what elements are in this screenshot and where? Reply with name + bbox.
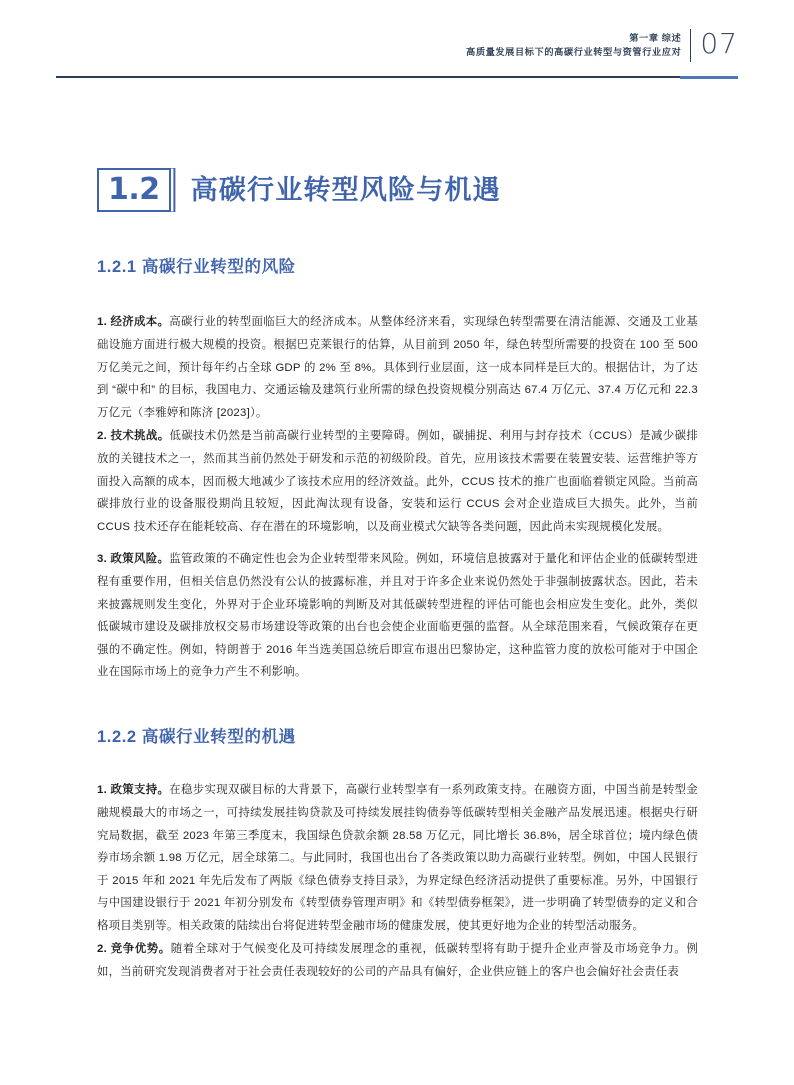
header-rule-accent <box>680 76 738 79</box>
header-chapter-label: 第一章 综述 <box>629 33 682 43</box>
section-title <box>97 168 738 212</box>
paragraph-body-competitive-advantage: 随着全球对于气候变化及可持续发展理念的重视，低碳转型将有助于提升企业声誉及市场竞争力。例如，当前研究发现消费者对于社会责任表现较好的公司的产品具有偏好，企业供应链上的客户也会偏好社会责任表 <box>97 943 698 978</box>
paragraph-label-competitive-advantage: 2. 竞争优势。 <box>97 943 171 956</box>
paragraph-policy-support <box>97 779 698 937</box>
running-header <box>0 28 794 80</box>
paragraph-policy-risk <box>97 548 698 684</box>
paragraph-body-technical-challenge: 低碳技术仍然是当前高碳行业转型的主要障碍。例如，碳捕捉、利用与封存技术（CCUS）是减少碳排放的关键技术之一，然而其当前仍然处于研发和示范的初级阶段。首先，应用该技术需要在装置安装、运营维护等方面投入高额的成本，因而极大地减少了该技术应用的经济效益。此外，CCUS 技术的推广也面临着锁定风险。当前高碳排放行业的设备服役期尚且较短，因此淘汰现有设备，安装和运行 CCUS 会对企业造成巨大损失。此外，当前 CCUS 技术还存在能耗较高、存在潜在的环境影响，以及商业模式欠缺等各类问题，因此尚未实现规模化发展。 <box>97 430 699 533</box>
header-horizontal-rule <box>56 76 738 78</box>
paragraph-label-economic-cost: 1. 经济成本。 <box>97 316 170 329</box>
section-number: 1.2 <box>108 171 160 207</box>
paragraph-body-policy-risk: 监管政策的不确定性也会为企业转型带来风险。例如，环境信息披露对于量化和评估企业的低碳转型进程有重要作用，但相关信息仍然没有公认的披露标准，并且对于许多企业来说仍然处于非强制披露状态。因此，若未来披露规则发生变化，外界对于企业环境影响的判断及对其低碳转型进程的评估可能也会相应发生变化。此外，类似低碳城市建设及碳排放权交易市场建设等政策的出台也会使企业面临更强的监督。从全球范围来看，气候政策存在更强的不确定性。例如，特朗普于 2016 年当选美国总统后即宣布退出巴黎协定，这种监管力度的放松可能对于中国企业在国际市场上的竞争力产生不利影响。 <box>97 553 698 679</box>
paragraph-body-economic-cost: 高碳行业的转型面临巨大的经济成本。从整体经济来看，实现绿色转型需要在清洁能源、交通及工业基础设施方面进行极大规模的投资。根据巴克莱银行的估算，从目前到 2050 年，绿色转型所需要的投资在 100 至 500 万亿美元之间，预计每年约占全球 GDP 的 2% 至 8%。具体到行业层面，这一成本同样是巨大的。根据估计，为了达到 “碳中和” 的目标，我国电力、交通运输及建筑行业所需的绿色投资规模分别高达 67.4 万亿元、37.4 万亿元和 22.3 万亿元（李雅婷和陈济 [2023]）。 <box>97 316 698 419</box>
paragraph-technical-challenge <box>97 425 698 538</box>
header-subtitle-label: 高质量发展目标下的高碳行业转型与资管行业应对 <box>466 47 682 57</box>
section-number-box <box>97 168 171 212</box>
paragraph-label-technical-challenge: 2. 技术挑战。 <box>97 430 170 443</box>
paragraph-body-policy-support: 在稳步实现双碳目标的大背景下，高碳行业转型享有一系列政策支持。在融资方面，中国当前是转型金融规模最大的市场之一，可持续发展挂钩贷款及可持续发展挂钩债券等低碳转型相关金融产品发展迅速。根据央行研究局数据，截至 2023 年第三季度末，我国绿色贷款余额 28.58 万亿元，同比增长 36.8%，居全球首位；境内绿色债券市场余额 1.98 万亿元，居全球第二。与此同时，我国也出台了各类政策以助力高碳行业转型。例如，中国人民银行于 2015 年和 2021 年先后发布了两版《绿色债券支持目录》，为界定绿色经济活动提供了重要标准。另外，中国银行与中国建设银行于 2021 年初分别发布《转型债券管理声明》和《转型债券框架》，进一步明确了转型债券的定义和合格项目类别等。相关政策的陆续出台将促进转型金融市场的健康发展，使其更好地为企业的转型活动服务。 <box>97 784 698 932</box>
page-number: 07 <box>700 27 738 60</box>
subsection-heading-122: 1.2.2 高碳行业转型的机遇 <box>97 728 296 746</box>
running-header-content <box>466 28 738 62</box>
paragraph-label-policy-risk: 3. 政策风险。 <box>97 553 170 566</box>
section-heading-text: 高碳行业转型风险与机遇 <box>190 175 501 205</box>
running-header-text <box>466 28 690 59</box>
paragraph-label-policy-support: 1. 政策支持。 <box>97 784 170 797</box>
subsection-heading-121: 1.2.1 高碳行业转型的风险 <box>97 258 296 276</box>
paragraph-economic-cost <box>97 311 698 424</box>
paragraph-competitive-advantage <box>97 938 698 983</box>
